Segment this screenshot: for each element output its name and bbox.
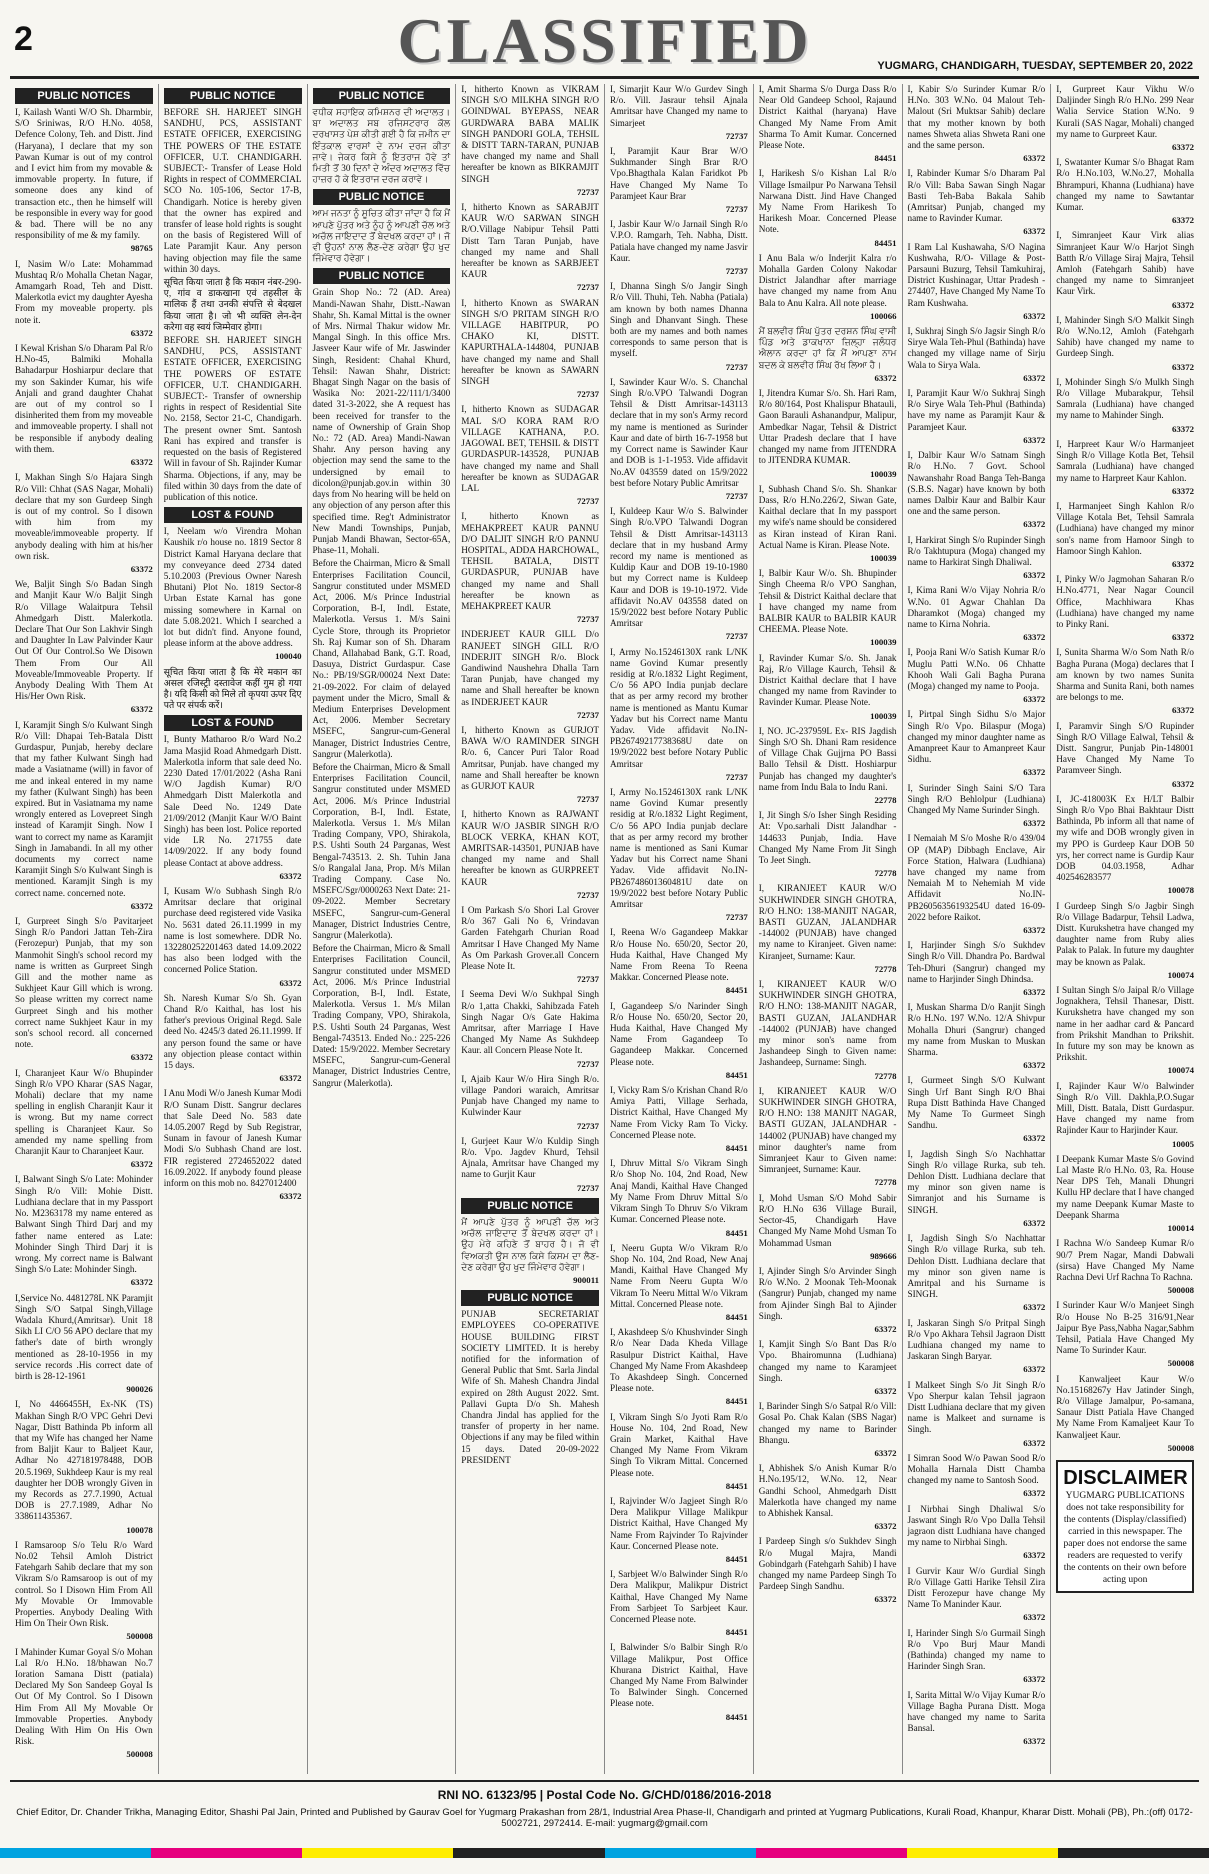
notice-code: 63372 — [130, 1277, 153, 1288]
notice-code: 63372 — [130, 704, 153, 715]
classified-notice: I, Jasbir Kaur W/o Jarnail Singh R/o V.P.O. Ramgarh, Teh. Nabha, Distt. Patiala have changed my name Jasvir Kaur. — [610, 219, 748, 263]
classified-columns — [10, 84, 1199, 1774]
classified-notice: I Simran Sood W/o Pawan Sood R/o Mohalla Harnala Distt Chamba changed my name to Santosh Sood. — [907, 1452, 1046, 1486]
classified-notice: I, Paramjit Kaur W/o Sukhraj Singh R/o Sirye Wala Teh-Phul (Bathinda) have my name as Paramjit Kaur & Paramjeet Kaur. — [907, 388, 1046, 432]
notice-code: 84451 — [725, 1711, 748, 1722]
notice-code: 84451 — [725, 1311, 748, 1322]
column-2 — [159, 84, 308, 1774]
notice-code: 72737 — [577, 186, 599, 197]
notice-code: 63372 — [279, 1073, 302, 1084]
classified-notice: I Rachna W/o Sandeep Kumar R/o 90/7 Prem Nagar, Mandi Dabwali (sirsa) Have Changed My Name Rachna Devi Urf Rachna To Rachna. — [1056, 1238, 1194, 1282]
notice-code: 100066 — [870, 310, 897, 321]
classified-notice: I Pardeep Singh s/o Sukhdev Singh R/o Mugal Majra, Mandi Gobindgarh (Fatehgarh Sahib) I have changed my name Pardeep Singh To Pardeep Singh Sandhu. — [758, 1536, 897, 1592]
notice-code: 72778 — [874, 963, 897, 974]
header-rule — [10, 76, 1199, 79]
disclaimer-title: DISCLAIMER — [1063, 1466, 1188, 1489]
classified-notice: I, Gurpreet Kaur Vikhu W/o Daljinder Singh R/o H.No. 299 Near Walia Service Station W.No. 9 Kurali (SAS Nagar, Mohali) changed my name to Gurpreet Kaur. — [1056, 84, 1194, 139]
column-1 — [10, 84, 159, 1774]
color-swatch — [453, 1848, 604, 1858]
notice-code: 63372 — [1172, 361, 1194, 372]
notice-code: 63372 — [1023, 987, 1046, 998]
classified-notice: I, Jit Singh S/o Isher Singh Residing At: Vpo.sarhali Distt Jalandhar - 144633 Punjab, India. Have Changed My Name From Jit Singh To Jeet Singh. — [758, 810, 897, 865]
notice-code: 900026 — [126, 1384, 153, 1395]
notice-code: 84451 — [725, 1143, 748, 1154]
classified-notice: I, Harkirat Singh S/o Rupinder Singh R/o Takhtupura (Moga) changed my name to Harkirat Singh Dhaliwal. — [907, 534, 1046, 567]
section-heading: PUBLIC NOTICE — [461, 1290, 599, 1306]
classified-notice: I, Simarjit Kaur W/o Gurdev Singh R/o. Vill. Jasraur tehsil Ajnala Amritsar have Changed my name to Simarjeet — [610, 84, 748, 128]
classified-notice: I, Paramvir Singh S/O Rupinder Singh R/O Village Ealwal, Tehsil & Distt. Sangrur, Punjab Pin-148001 Have Changed My Name To Paramveer Singh. — [1056, 720, 1194, 776]
classified-notice: BEFORE SH. HARJEET SINGH SANDHU, PCS, ASSISTANT ESTATE OFFICER, EXERCISING THE POWERS OF ESTATE OFFICER, U.T. CHANDIGARH. SUBJECT:- Transfer of ownership rights in respect of Residential Site No. 2158, Sector 21-C, Chandigarh. The present owner Smt. Santosh Rani has expired and transfer is requested on the basis of Registered Will in favour of Sh. Rajinder Kumar Sharma. Objections, if any, may be filed within 30 days from the date of publication of this notice. — [163, 335, 302, 502]
classified-notice: I, hitherto Known as SUDAGAR MAL S/O KORA RAM R/O VILLAGE KATHANA, P.O. JAGOWAL BET, TEHSIL & DISTT GURDASPUR-143528, PUNJAB have changed my name and Shall hereafter be known as SUDAGAR LAL — [461, 404, 599, 493]
disclaimer-box — [1056, 1460, 1194, 1593]
notice-code: 63372 — [1023, 1217, 1046, 1228]
classified-notice: I, Surinder Singh Saini S/O Tara Singh R/O Behlolpur (Ludhiana) Changed My Name Surinder Singh. — [907, 782, 1046, 815]
notice-code: 63372 — [1023, 1550, 1046, 1561]
color-swatch — [151, 1848, 302, 1858]
section-heading: PUBLIC NOTICE — [313, 88, 451, 104]
section-heading: PUBLIC NOTICE — [313, 189, 451, 205]
classified-notice: I Gurvir Kaur W/o Gurdial Singh R/o Village Gatti Harike Tehsil Zira Distt Ferozepur have change My Name To Maninder Kaur. — [907, 1565, 1046, 1610]
classified-notice: I, Harmanjeet Singh Kahlon R/o Village Kotala Bet, Tehsil Samrala (Ludhiana) have changed my minor son's name from Hamoor Singh to Hamoor Singh Kahlon. — [1056, 500, 1194, 556]
classified-notice: I, Akashdeep S/o Khushvinder Singh R/o Near Dada Kheda Village Rasulpur District Kaithal, Have Changed My Name From Akashdeep To Akashdeep Singh. Concerned Please note. — [610, 1327, 748, 1394]
classified-notice: I Sultan Singh S/o Jaipal R/o Village Jognakhera, Tehsil Thanesar, Distt. Kurukshetra have changed my son name in her aadhar card & Pancard from Prikshit Mandhan to Prikshit. In future my son may be known as Prikshit. — [1056, 985, 1194, 1063]
classified-notice: I Ram Lal Kushawaha, S/O Nagina Kushwaha, R/O- Village & Post-Parsauni Buzurg, Tehsil Tamkuhiraj, District Kushinagar, Uttar Pradesh - 274407, Have Changed My Name To Ram Kushwaha. — [907, 241, 1046, 308]
classified-notice: Before the Chairman, Micro & Small Enterprises Facilitation Council, Sangrur constituted under MSMED Act, 2006. M/s Prince Industrial Corporation, B-I, Indl. Estate, Malerkotla. Versus 1. M/s Milan Trading Company, VPO, Shirakola, P.S. Ushti South 24 Parganas, West Bengal-743513. 2. Sh. Tuhin Jana S/o Rangalal Jana, Prop. M/s Milan Trading Company. Case No. MSEFC/Sgr/0000263 Next Date: 21-09-2022. Member Secretary MSEFC, Sangrur-cum-General Manager, District Industries Centre, Sangrur (Malerkotla). — [312, 761, 451, 941]
notice-code: 63372 — [1023, 1364, 1046, 1375]
notice-code: 84451 — [874, 237, 897, 248]
notice-code: 72737 — [577, 1182, 599, 1193]
notice-code: 84451 — [874, 153, 897, 164]
notice-code: 84451 — [725, 1480, 748, 1491]
classified-notice: I, Muskan Sharma D/o Ranjit Singh R/o H.No. 197 W.No. 12/A Shivpur Mohalla Dhuri (Sangrur) changed my name from Muskan to Muskan Sharma. — [907, 1002, 1046, 1058]
notice-code: 100039 — [870, 637, 897, 648]
notice-code: 63372 — [279, 1191, 302, 1202]
notice-code: 63372 — [1023, 1612, 1046, 1623]
classified-notice: I, Rajvinder W/o Jagjeet Singh R/o Dera Malikpur Village Malikpur District Kaithal, Have Changed My Name From Rajvinder To Rajvinder Kaur. Concerned Please note. — [610, 1495, 748, 1551]
notice-code: 63372 — [1023, 310, 1046, 321]
notice-code: 84451 — [725, 1396, 748, 1407]
rni-line: RNI NO. 61323/95 | Postal Code No. G/CHD/0186/2016-2018 — [437, 1788, 772, 1802]
classified-notice: I Ramsaroop S/o Telu R/o Ward No.02 Tehsil Amloh District Fatehgarh Sahib declare that my son Vikram S/o Ramsaroop is out of my control. So I Disown Him From All My Movable Or Immovable Properties. Anybody Dealing With Him On Their Own Risk. — [15, 1539, 153, 1629]
classified-notice: I Surinder Kaur W/o Manjeet Singh R/o House No B-25 316/91,Near Jaipur Bye Pass,Nabha Nagar,Sabhm Tehsil, Patiala Have Changed My Name To Surinder Kaur. — [1056, 1300, 1194, 1356]
notice-code: 63372 — [1023, 570, 1046, 581]
notice-code: 63372 — [279, 977, 302, 988]
classified-notice: I, Barinder Singh S/o Satpal R/o Vill: Gosal Po. Chak Kalan (SBS Nagar) changed my name to Barinder Bhangu. — [758, 1401, 897, 1445]
classified-notice: I,Service No. 4481278L NK Paramjit Singh S/O Satpal Singh,Village Wadala Khurd,(Amritsar). Unit 18 Sikh LI C/O 56 APO declare that my father's date of birth wrongly mentioned as 28-10-1956 in my service records .His correct date of birth is 28-12-1961 — [15, 1292, 153, 1381]
color-swatch — [907, 1848, 1058, 1858]
classified-notice: I, Simranjeet Kaur Virk alias Simranjeet Kaur W/o Harjot Singh Batth R/o Village Siraj Majra, Tehsil Amloh (Fatehgarh Sahib) have changed my name to Simranjeet Kaur Virk. — [1056, 230, 1194, 297]
notice-code: 72737 — [725, 912, 748, 923]
classified-notice: I Deepank Kumar Maste S/o Govind Lal Maste R/o H.No. 03, Ra. House Near DPS Teh, Manali Dhungri Kullu HP declare that I have changed my name Deepank Kumar Maste to Deepank Sharma — [1056, 1153, 1194, 1220]
classified-notice: I Nemaiah M S/o Moshe R/o 439/04 OP (MAP) Dibbagh Enclave, Air Force Station, Halwara (Ludhiana) have changed my name from Nemaiah M to Nehemiah M vide Affidavit No.IN-PB26056356193254U dated 16-09-2022 before Raikot. — [907, 833, 1046, 922]
column-7 — [903, 84, 1052, 1774]
classified-notice: I, Makhan Singh S/o Hajara Singh R/o Vill: Chhat (SAS Nagar, Mohali) declare that my son Gurdeep Singh is out of my control. So I disown with him from my moveable/immoveable property. If anybody dealing with him at his/her own risk. — [15, 472, 153, 561]
notice-code: 900011 — [573, 1274, 599, 1285]
classified-notice: I, Mohd Usman S/O Mohd Sabir R/O H.No 636 Village Burail, Sector-45, Chandigarh Have Changed My Name Mohd Usman To Mohammad Usman — [758, 1192, 897, 1248]
notice-code: 100078 — [126, 1524, 153, 1535]
classified-notice: I Om Parkash S/o Shori Lal Grover R/o 367 Gali No 6, Vrindavan Garden Fatehgarh Churian Road Amritsar I Have Changed My Name As Om Parkash Grover.all Concern Please Note It. — [461, 905, 599, 972]
notice-code: 63372 — [874, 1521, 897, 1532]
notice-code: 63372 — [1023, 1488, 1046, 1499]
classified-notice: I, hitherto Known as SWARAN SINGH S/O PRITAM SINGH R/O VILLAGE HABITPUR, PO CHAKO KI, DISTT. KAPURTHALA-144804, PUNJAB have changed my name and Shall hereafter be known as SAWARN SINGH — [461, 297, 599, 387]
notice-code: 72737 — [577, 282, 599, 293]
notice-code: 500008 — [126, 1749, 153, 1760]
classified-notice: I, Balbir Kaur W/o. Sh. Bhupinder Singh Cheema R/o VPO Sanghan, Tehsil & District Kaithal declare that I have changed my name from BALBIR KAUR to BALBIR KAUR CHEEMA. Please Note. — [758, 568, 897, 635]
classified-notice: I, Gurjeet Kaur W/o Kuldip Singh R/o. Vpo. Jagdev Khurd, Tehsil Ajnala, Amritsar have Changed my name to Gurjit Kaur — [461, 1135, 599, 1180]
notice-code: 63372 — [874, 1323, 897, 1334]
classified-notice: I Malkeet Singh S/o Jit Singh R/o Vpo Sherpur kalan Tehsil jagraon Distt Ludhiana declare that my given name is Malkeet and surname is Singh. — [907, 1379, 1046, 1435]
classified-notice: I, Harikesh S/o Kishan Lal R/o Village Ismailpur Po Narwana Tehsil Narwana Distt. Jind Have Changed My Name From Harikesh To Harikesh Moar. Concerned Please Note. — [758, 168, 897, 235]
notice-code: 72778 — [874, 1070, 897, 1081]
notice-code: 63372 — [1172, 142, 1194, 153]
classified-notice: I, Karamjit Singh S/o Kulwant Singh R/o Vill: Dhapai Teh-Batala Distt Gurdaspur, Punjab, hereby declare that my father Kulwant Singh had made a Vasiatname (will) in favor of me and inkeal entered in my name my father (Kulwant Singh) has been expired. But in Vasiatnama my name wrongly entered as Lovepreet Singh instead of Karamjit Singh. Now I want to correct my name as Karamjit Singh in Jamabandi. In all my other documents my correct name Karamjit Singh S/o Kulwant Singh is mentioned. Karamjit Singh is my correct name. concerned note. — [15, 719, 153, 898]
notice-code: 63372 — [130, 900, 153, 911]
registration-color-bar — [0, 1848, 1209, 1858]
classified-notice: I, Dalbir Kaur W/o Satnam Singh R/o H.No. 7 Govt. School Nawanshahr Road Banga Teh-Banga (S.B.S. Nagar) have known by both names Dalbir Kaur and Balbir Kaur one and the same person. — [907, 450, 1046, 517]
notice-code: 84451 — [725, 1627, 748, 1638]
notice-code: 72737 — [725, 771, 748, 782]
classified-notice: I, Jagdish Singh S/o Nachhattar Singh R/o village Rurka, sub teh. Dehlon Distt. Ludhiana declare that my minor son given name is Amritpal and his Surname is SINGH. — [907, 1233, 1046, 1300]
notice-code: 63372 — [1172, 705, 1194, 716]
classified-notice: ਵਧੀਕ ਸਹਾਇਕ ਕਮਿਸ਼ਨਰ ਦੀ ਅਦਾਲਤ। ਬਾ ਅਦਾਲਤ ਸਬ ਰਜਿਸਟਰਾਰ ਕੋਲ ਦਰਖਾਸਤ ਪੇਸ਼ ਕੀਤੀ ਗਈ ਹੈ ਕਿ ਜਮੀਨ ਦਾ ਇੰਤਕਾਲ ਵਾਰਸਾਂ ਦੇ ਨਾਮ ਦਰਜ ਕੀਤਾ ਜਾਵੇ। ਜੇਕਰ ਕਿਸੇ ਨੂੰ ਇਤਰਾਜ ਹੋਵੇ ਤਾਂ ਮਿਤੀ ਤੋਂ 30 ਦਿਨਾਂ ਦੇ ਅੰਦਰ ਅਦਾਲਤ ਵਿੱਚ ਹਾਜ਼ਰ ਹੋ ਕੇ ਇਤਰਾਜ ਦਰਜ ਕਰਾਵੇ। — [312, 107, 451, 185]
notice-code: 63372 — [130, 327, 153, 338]
color-swatch — [302, 1848, 453, 1858]
classified-notice: I, Balwant Singh S/o Late: Mohinder Singh R/o Vill: Mohie Distt. Ludhiana declare that in my Passport No. M2363178 my name entered as Balwant Singh Third Darj and my father name entered as Late: Mohinder Singh Third Darj it is wrong. My correct name is Balwant Singh S/o Late: Mohinder Singh. — [15, 1174, 153, 1275]
classified-notice: I, Reena W/o Gagandeep Makkar R/o House No. 650/20, Sector 20, Huda Kaithal, Have Changed My Name From Reena To Reena Makkar. Concerned Please note. — [610, 927, 748, 983]
page-number: 2 — [14, 20, 33, 58]
notice-code: 72778 — [874, 868, 897, 879]
notice-code: 84451 — [725, 1227, 748, 1238]
classified-notice: I, Sunita Sharma W/o Som Nath R/o Bagha Purana (Moga) declares that I am known by two names Sunita Sharma and Sunita Rani, both names are belongs to me. — [1056, 647, 1194, 703]
column-4 — [456, 84, 605, 1774]
notice-code: 100074 — [1167, 969, 1194, 980]
classified-notice: I, Ajaib Kaur W/o Hira Singh R/o. village Pandori waraich, Amritsar Punjab have Changed my name to Kulwinder Kaur — [461, 1073, 599, 1118]
notice-code: 63372 — [1023, 226, 1046, 237]
classified-notice: I, Nasim W/o Late: Mohammad Mushtaq R/o Mohalla Chetan Nagar, Amamgarh Road, Teh and Distt. Malerkotla evict my daughter Ayesha From my moveable property. pls note it. — [15, 258, 153, 325]
notice-code: 63372 — [1023, 1302, 1046, 1313]
section-heading: PUBLIC NOTICES — [15, 88, 153, 104]
notice-code: 72737 — [577, 1058, 599, 1069]
notice-code: 72737 — [577, 794, 599, 805]
color-swatch — [605, 1848, 756, 1858]
classified-notice: I, Dhanna Singh S/o Jangir Singh R/o Vill. Thuhi, Teh. Nabha (Patiala) am known by both names Dhanna Singh and Dhanvant Singh. These both are my names and both names corresponds to same person that is myself. — [610, 281, 748, 359]
notice-code: 63372 — [874, 1385, 897, 1396]
notice-code: 63372 — [1023, 434, 1046, 445]
classified-notice: I Anu Bala w/o Inderjit Kalra r/o Mohalla Garden Colony Nakodar District Jalandhar after marriage have changed my name from Anu Bala to Anu Kalra. All note please. — [758, 252, 897, 308]
masthead — [0, 0, 1209, 80]
classified-notice: I, hitherto Known as RAJWANT KAUR W/O JASBIR SINGH R/O BLOCK VERKA, KHAN KOT, AMRITSAR-143501, PUNJAB have changed my name and Shall hereafter be known as GURPREET KAUR — [461, 809, 599, 887]
classified-notice: Before the Chairman, Micro & Small Enterprises Facilitation Council, Sangrur constituted under MSMED Act, 2006. M/s Prince Industrial Corporation, B-I, Indl. Estate, Malerkotla. Versus 1. M/s Saini Cycle Store, through its Proprietor Sh. Raj Kumar son of Sh. Dharam Chand, Allahabad Bank, G.T. Road, Dasuya, District Gurdaspur. Case No.: PB/19/SGR/00024 Next Date: 21-09-2022. For claim of delayed payment under the Micro, Small & Medium Enterprises Development Act, 2006. Member Secretary MSEFC, Sangrur-cum-General Manager, District Industries Centre, Sangrur (Malerkotla). — [312, 558, 451, 759]
classified-notice: I, Rabinder Kumar S/o Dharam Pal R/o Vill: Baba Sawan Singh Nagar Basti Teh-Baba Bakala Sahib (Amritsar) Punjab, changed my name to Ravinder Kumar. — [907, 168, 1046, 224]
classified-notice: BEFORE SH. HARJEET SINGH SANDHU, PCS, ASSISTANT ESTATE OFFICER, EXERCISING THE POWERS OF THE ESTATE OFFICER, U.T. CHANDIGARH. SUBJECT:- Transfer of Lease Hold Rights in respect of COMMERCIAL SCO No. 105-106, Sector 17-B, Chandigarh. Notice is hereby given that the owner has expired and transfer of lease hold rights is sought on the basis of Registered Will of Late Paramjit Kaur. Any person having objection may file the same within 30 days. — [163, 107, 302, 274]
classified-notice: सूचित किया जाता है कि मेरे मकान का असल रजिस्ट्री दस्तावेज कहीं गुम हो गया है। यदि किसी को मिले तो कृपया ऊपर दिए पते पर संपर्क करें। — [163, 666, 302, 711]
notice-code: 63372 — [130, 1159, 153, 1170]
notice-code: 100039 — [870, 710, 897, 721]
notice-code: 72778 — [874, 1177, 897, 1188]
notice-code: 500008 — [126, 1631, 153, 1642]
classified-notice: I, Jagdish Singh S/o Nachhattar Singh R/o village Rurka, sub teh. Dehlon Distt. Ludhiana declare that my minor son given name is Simranjot and his Surname is SINGH. — [907, 1148, 1046, 1215]
notice-code: 500008 — [1167, 1285, 1194, 1296]
notice-code: 72737 — [577, 889, 599, 900]
classified-notice: I, Jitendra Kumar S/o. Sh. Hari Ram, R/o 80/164, Post Khalispur Bhatauli, Gaon Barauli Ashanandpur, Malipur, Ambedkar Nagar, Tehsil & District Uttar Pradesh declare that I have changed my name from JITENDRA to JITENDRA KUMAR. — [758, 388, 897, 466]
classified-notice: I Kewal Krishan S/o Dharam Pal R/o H.No-45, Balmiki Mohalla Bahadarpur Hoshiarpur declare that my son Sakinder Kumar, his wife Anjali and grand daughter Chahat are out of my control so I disinherited them from my moveable and immoveable property. I shall not be responsible if anybody dealing with them. — [15, 343, 153, 454]
classified-notice: I, Vicky Ram S/o Krishan Chand R/o Amiya Patti, Village Serhada, District Kaithal, Have Changed My Name From Vicky Ram To Vicky. Concerned Please note. — [610, 1085, 748, 1140]
notice-code: 72737 — [577, 496, 599, 507]
classified-notice: I, Gurpreet Singh S/o Pavitarjeet Singh R/o Pandori Jattan Teh-Zira (Ferozepur) Punjab, that my son Manmohit Singh's school record my name is written as Gurpreet Singh Gill and the mother name as Sukhjeet Kaur Gill which is wrong. So please written my correct name Gurpreet Singh and his mother correct name Sukhjeet Kaur in my son's school record. all concerned note. — [15, 916, 153, 1050]
classified-notice: I, Pirtpal Singh Sidhu S/o Major Singh R/o Vpo. Bilaspur (Moga) changed my minor daughter name as Amanpreet Kaur to Amanpreet Kaur Sidhu. — [907, 709, 1046, 765]
classified-notice: I, hitherto Known as GURJOT BAWA W/O RAMINDER SINGH R/o. 6, Cancer Puri Talor Road Amritsar, Punjab. have changed my name and Shall hereafter be known as GURJOT KAUR — [461, 724, 599, 791]
section-heading: PUBLIC NOTICE — [461, 1198, 599, 1214]
page-title: CLASSIFIED — [397, 5, 812, 76]
notice-code: 500008 — [1167, 1358, 1194, 1369]
notice-code: 63372 — [1172, 778, 1194, 789]
color-swatch — [1058, 1848, 1209, 1858]
notice-code: 63372 — [1023, 632, 1046, 643]
notice-code: 100074 — [1167, 1065, 1194, 1076]
classified-notice: I, hitherto Known as MEHAKPREET KAUR PANNU D/O DALJIT SINGH R/O PANNU HOSPITAL, ADDA HARCHOWAL, TEHSIL BATALA, DISTT GURDASPUR, PUNJAB have changed my name and Shall hereafter be known as MEHAKPREET KAUR — [461, 511, 599, 611]
notice-code: 72737 — [725, 361, 748, 372]
color-swatch — [0, 1848, 151, 1858]
notice-code: 63372 — [1172, 632, 1194, 643]
notice-code: 63372 — [1172, 485, 1194, 496]
classified-notice: I, Abhishek S/o Anish Kumar R/o H.No.195/12, W.No. 12, Near Gandhi School, Ahmedgarh Distt Malerkotla have changed my name to Abhishek Kansal. — [758, 1463, 897, 1518]
classified-notice: I, Kailash Wanti W/O Sh. Dharmbir, S/O Sriniwas, R/O H.No. 4058, Defence Colony, Teh. and Distt. Jind (Haryana), I declare that my son Pawan Kumar is out of my control and I evict him from my movable & immovable property. In future, if someone does any kind of transaction etc., then he himself will be responsible in every way for good & bad. There will be no any responsibility of me & my family. — [15, 107, 153, 241]
classified-notice: I, Gurmeet Singh S/O Kulwant Singh Urf Bant Singh R/O Bhai Rupa Distt Bathinda Have Changed My Name To Gurmeet Singh Sandhu. — [907, 1075, 1046, 1131]
column-6 — [754, 84, 903, 1774]
notice-code: 63372 — [1023, 519, 1046, 530]
section-heading: LOST & FOUND — [164, 507, 302, 523]
classified-notice: I Seema Devi W/o Sukhpal Singh R/o 1,atta Chakki, Sahibzada Fateh Singh Nagar O/s Gate Hakima Amritsar, after Marriage I Have Changed My Name As Sukhdeep Kaur. all Concern Please Note It. — [461, 989, 599, 1056]
color-swatch — [756, 1848, 907, 1858]
classified-notice: I, Sarita Mittal W/o Vijay Kumar R/o Village Bagha Purana Distt. Moga have changed my name to Sarita Bansal. — [907, 1689, 1046, 1734]
notice-code: 63372 — [1023, 1736, 1046, 1747]
classified-notice: I, Harpreet Kaur W/o Harmanjeet Singh R/o Village Kotla Bet, Tehsil Samrala (Ludhiana) have changed my name to Harpreet Kaur Kahlon. — [1056, 438, 1194, 483]
dateline: YUGMARG, CHANDIGARH, TUESDAY, SEPTEMBER 20, 2022 — [877, 60, 1193, 72]
disclaimer-body: YUGMARG PUBLICATIONS does not take responsibility for the contents (Display/classified) carried in this newspaper. The paper does not endorse the same readers are requested to verify the contents on their own before acting upon — [1063, 1490, 1187, 1585]
classified-notice: We, Baljit Singh S/o Badan Singh and Manjit Kaur W/o Baljit Singh R/o Village Walaitpura Tehsil Ahmedgarh Distt. Malerkotla. Declare That Our Son Lakhvir Singh and Daughter In Law Palvinder Kaur Out Of Our Control.So We Disown Them From Our All Moveable/Immoveable Property. If Anybody Dealing With Them At His/Her Own Risk. — [15, 579, 153, 702]
classified-notice: I, No 4466455H, Ex-NK (TS) Makhan Singh R/O VPC Gehri Devi Nagar, Distt Bathinda Pb inform all that my Wife has changed her Name from Baljit Kaur to Baljeet Kaur, Adhar No 427181978488, DOB 20.5.1969, Sukhdeep Kaur is my real daughter her DOB wrongly Given in my Records as 27.7.1990, Actual DOB is 27.7.1989, Adhar No 338611435367. — [15, 1399, 153, 1522]
notice-code: 500008 — [1167, 1442, 1194, 1453]
classified-notice: I, Mahinder Singh S/O Malkit Singh R/o W.No.12, Amloh (Fatehgarh Sahib) have changed my name to Gurdeep Singh. — [1056, 314, 1194, 359]
classified-notice: I, Kusam W/o Subhash Singh R/o Amritsar declare that original purchase deed registered vide Vasika No. 5631 dated 26.11.1999 in my name is lost somewhere. DDR No. 132280252201463 dated 14.09.2022 has also been lodged with the concerned Police Station. — [163, 886, 302, 975]
classified-notice: I, Swatanter Kumar S/o Bhagat Ram R/o H.No.103, W.No.27, Mohalla Bhrampuri, Khanna (Ludhiana) have changed my name to Sawtantar Kumar. — [1056, 157, 1194, 213]
classified-notice: I, Pinky W/o Jagmohan Saharan R/o H.No.4771, Near Nagar Council Office, Machhiwara Khas (Ludhiana) have changed my name to Pinky Rani. — [1056, 574, 1194, 629]
notice-code: 63372 — [1023, 767, 1046, 778]
notice-code: 63372 — [279, 870, 302, 881]
classified-notice: I Gurdeep Singh S/o Jagbir Singh R/o Village Badarpur, Tehsil Ladwa, Distt. Kurukshetra have changed my daughter name from Ruby alies Palak to Palak. In future my daughter may be known as Palak. — [1056, 900, 1194, 967]
classified-notice: I, Ajinder Singh S/o Arvinder Singh R/o W.No. 2 Moonak Teh-Moonak (Sangrur) Punjab, changed my name from Ajinder Singh Bal to Ajinder Singh. — [758, 1265, 897, 1321]
notice-code: 63372 — [1023, 153, 1046, 164]
notice-code: 63372 — [1023, 1437, 1046, 1448]
section-heading: LOST & FOUND — [164, 715, 302, 731]
section-heading: PUBLIC NOTICE — [164, 88, 302, 104]
classified-notice: I, Pooja Rani W/o Satish Kumar R/o Muglu Patti W.No. 06 Chhatte Khooh Wali Gali Bagha Purana (Moga) changed my name to Pooja. — [907, 647, 1046, 691]
classified-notice: ਆਮ ਜਨਤਾ ਨੂੰ ਸੂਚਿਤ ਕੀਤਾ ਜਾਂਦਾ ਹੈ ਕਿ ਮੈਂ ਆਪਣੇ ਪੁੱਤਰ ਅਤੇ ਨੂੰਹ ਨੂੰ ਆਪਣੀ ਚੱਲ ਅਤੇ ਅਚੱਲ ਜਾਇਦਾਦ ਤੋਂ ਬੇਦਖਲ ਕਰਦਾ ਹਾਂ। ਜੋ ਵੀ ਉਹਨਾਂ ਨਾਲ ਲੈਣ-ਦੇਣ ਕਰੇਗਾ ਉਹ ਖੁਦ ਜਿੰਮੇਵਾਰ ਹੋਵੇਗਾ। — [312, 208, 451, 264]
notice-code: 72737 — [725, 204, 748, 215]
classified-notice: I, Army No.15246130X rank L/NK name Govind Kumar presently residig at R/o.1832 Light Regiment, C/o 56 APO India punjab declare that as per army record my brother name is mentioned as Sani Kumar Yadav but his Correct name Shani Yadav. Vide affidavit No.IN-PB26748601360481U date on 19/9/2022 best before Notary Public Amritsar — [610, 786, 748, 910]
notice-code: 63372 — [874, 1594, 897, 1605]
classified-notice: INDERJEET KAUR GILL D/o RANJEET SINGH GILL R/O INDERJIT SINGH R/o. Block Gandiwind Naushehra Dhalla Tarn Taran Punjab, have changed my name and Shall hereafter be known as INDERJEET KAUR — [461, 629, 599, 707]
notice-code: 72737 — [725, 130, 748, 141]
notice-code: 100014 — [1167, 1223, 1194, 1234]
classified-notice: I, KIRANJEET KAUR W/O SUKHWINDER SINGH GHOTRA, R/O H.NO: 138-MANJIT NAGAR, BASTI GUZAN, JALANDHAR -144002 (PUNJAB) have changed my minor son's name from Jashandeep Singh to Given name: Jashandeep, Surname: Singh. — [758, 979, 897, 1068]
classified-notice: I, JC-418003K Ex H/LT Balbir Singh R/o Vpo Bhai Bakhtaur Distt Bathinda, Pb inform all that name of my wife and DOB wrongly given in my PPO is Gurdeep Kaur DOB 50 yrs, her correct name is Gurdip Kaur DOB 04.03.1958, Adhar 402546283577 — [1056, 793, 1194, 883]
classified-notice: I, Charanjeet Kaur W/o Bhupinder Singh R/o VPO Kharar (SAS Nagar, Mohali) declare that my name spelling in english Charanjit Kaur it is wrong. But my name correct spelling is Charanjeet Kaur. So amended my name spelling from Charanjit Kaur to Charanjeet Kaur. — [15, 1067, 153, 1157]
notice-code: 63372 — [1172, 423, 1194, 434]
classified-notice: Sh. Naresh Kumar S/o Sh. Gyan Chand R/o Kaithal, has lost his father's previous Original Regd. Sale deed No. 4245/3 dated 26.11.1999. If any person found the same or have any objection please contact within 15 days. — [163, 992, 302, 1071]
notice-code: 10005 — [1172, 1138, 1194, 1149]
classified-notice: Grain Shop No.: 72 (AD. Area) Mandi-Nawan Shahr, Distt.-Nawan Shahr, Sh. Kamal Mittal is the owner of Mrs. Nirmal Thakur widow Mr. Mangal Singh. In this office Mrs. Jasveer Kaur wife of Mr. Jaswinder Singh, Resident: Chahal Khurd, Tehsil: Nawan Shahr, District: Bhagat Singh Nagar on the basis of Wasika No: 2021-22/111/1/3400 dated 31-3-2022, she A request has been received for transfer to the name of Ownership of Grain Shop No.: 72 (AD. Area) Mandi-Nawan Shahr. Any person having any objection may send the same to the undersigned by email to dicolon@punjab.gov.in within 30 days from No hearing will be held on any objection of any person after this specified time. Reg't Administrator New Mandi Townships, Punjab, Punjab Mandi Bhawan, Sector-65A, Phase-11, Mohali. — [312, 287, 451, 556]
classified-notice: I, Kabir S/o Surinder Kumar R/o H.No. 303 W.No. 04 Malout Teh-Malout (Sri Muktsar Sahib) declare that my mother known by both names Shweta alias Shweta Rani one and the same person. — [907, 84, 1046, 151]
notice-code: 63372 — [1023, 1060, 1046, 1071]
column-3 — [308, 84, 457, 1774]
classified-notice: I, Sawinder Kaur W/o. S. Chanchal Singh R/o.VPO Talwandi Dogran Tehsil & Distt Amritsar-143113 declare that in my son's Army record my name is mentioned as Surinder Kaur and date of birth 16-7-1958 but my Correct name is Sawinder Kaur and DOB is 1-1-1953. Vide affidavit No.AV 043559 dated on 15/9/2022 best before Notary Public Amritsar — [610, 376, 748, 488]
classified-notice: I, Subhash Chand S/o. Sh. Shankar Dass, R/o H.No.226/2, Siwan Gate, Kaithal declare that In my passport my wife's name should be considered as Kiran instead of Kiran Rani. Actual Name is Kiran. Please Note. — [758, 483, 897, 550]
notice-code: 63372 — [1023, 1133, 1046, 1144]
notice-code: 63372 — [130, 457, 153, 468]
notice-code: 63372 — [1023, 1674, 1046, 1685]
notice-code: 84451 — [725, 1069, 748, 1080]
classified-notice: I, Vikram Singh S/o Jyoti Ram R/o House No. 104, 2nd Road, New Grain Market, Kaithal Have Changed My Name From Vikram Singh To Vikram Mittal. Concerned Please note. — [610, 1411, 748, 1478]
classified-notice: I, Paramjit Kaur Brar W/O Sukhmander Singh Brar R/O Vpo.Bhagthala Kalan Faridkot Pb Have Changed My Name To Paramjeet Kaur Brar — [610, 146, 748, 201]
classified-notice: I Mahinder Kumar Goyal S/o Mohan Lal R/o H.No. 18/bhawan No.7 Ioration Samana Distt (patiala) Declared My Son Sandeep Goyal Is Out Of My Control. So I Disown Him From All My Movable Or Immovable Properties. Anybody Dealing With Him On His Own Risk. — [15, 1646, 153, 1747]
notice-code: 63372 — [874, 372, 897, 383]
classified-notice: I, Neeru Gupta W/o Vikram R/o Shop No. 104, 2nd Road, New Anaj Mandi, Kaithal Have Changed My Name From Neeru Gupta W/o Vikram To Neeru Mittal W/o Vikram Mittal. Concerned Please note. — [610, 1242, 748, 1309]
classified-notice: I, Sarbjeet W/o Balwinder Singh R/o Dera Malikpur, Malikpur District Kaithal, Have Changed My Name From Sarbjeet To Sarbjeet Kaur. Concerned Please note. — [610, 1569, 748, 1624]
classified-notice: I, Harjinder Singh S/o Sukhdev Singh R/o Vill. Dhandra Po. Bardwal Teh-Dhuri (Sangrur) changed my name to Harjinder Singh Dhindsa. — [907, 940, 1046, 984]
notice-code: 72737 — [725, 631, 748, 642]
classified-notice: I, Amit Sharma S/o Durga Dass R/o Near Old Gandeep School, Rajaund District Kaithal (haryana) Have Changed My Name From Amit Sharma To Amit Kumar. Concerned Please Note. — [758, 84, 897, 151]
classified-notice: I, Army No.15246130X rank L/NK name Govind Kumar presently residig at R/o.1832 Light Regiment, C/o 56 APO India punjab declare that as per army record my brother name is mentioned as Mantu Kumar Yadav but his Correct name Mantu Yadav. Vide affidavit No.IN-PB26749217738368U date on 19/9/2022 best before Notary Public Amritsar — [610, 646, 748, 769]
classified-notice: I, NO. JC-237959L Ex- RIS Jagdish Singh S/O Sh. Dhani Ram residence of Village Chak Gujjrna PO Bassi Ballo Tehsil & Distt. Hoshiarpur Punjab has changed my daughter's name from Indu Bala to Indu Rani. — [758, 725, 897, 792]
classified-notice: I, Kuldeep Kaur W/o S. Balwinder Singh R/o.VPO Talwandi Dogran Tehsil & Distt Amritsar-143113 declare that in my husband Army record my name is mentioned as Kuldip Kaur and DOB 19-10-1980 but my Correct name is Kuldeep Kaur and DOB is 19-10-1972. Vide affidavit No.AV 043558 dated on 15/9/2022 best before Notary Public Amritsar — [610, 506, 748, 629]
notice-code: 72737 — [725, 266, 748, 277]
notice-code: 84451 — [725, 1553, 748, 1564]
classified-notice: I, Dhruv Mittal S/o Vikram Singh R/o Shop No. 104, 2nd Road, New Anaj Mandi, Kaithal Have Changed My Name From Dhruv Mittal S/o Vikram Singh To Dhruv S/o Vikram Kumar. Concerned Please note. — [610, 1158, 748, 1225]
notice-code: 72737 — [577, 709, 599, 720]
notice-code: 100039 — [870, 552, 897, 563]
classified-notice: सूचित किया जाता है कि मकान नंबर-290-ए, गांव व डाकखाना एवं तहसील के मालिक हैं तथा उनकी संपत्ति से बेदखल किया जाता है। जो भी व्यक्ति लेन-देन करेगा वह स्वयं जिम्मेवार होगा। — [163, 277, 302, 332]
notice-code: 63372 — [1172, 558, 1194, 569]
classified-notice: I, Neelam w/o Virendra Mohan Kaushik r/o house no. 1819 Sector 8 District Kamal Haryana declare that my conveyance deed 2734 dated 5.10.2003 (Previous Owner Naresh Bhutani) Plot No. 1819 Sector-8 Urban Estate Karnal has gone missing somewhere in Karnal on date 5.08.2021. Which I searched a lot but didn't find. Anyone found, please inform at the above address. — [163, 526, 302, 649]
classified-notice: ਮੈਂ ਬਲਵੀਰ ਸਿੰਘ ਪੁੱਤਰ ਦਰਸ਼ਨ ਸਿੰਘ ਵਾਸੀ ਪਿੰਡ ਅਤੇ ਡਾਕਖਾਨਾ ਜ਼ਿਲ੍ਹਾ ਜਲੰਧਰ ਐਲਾਨ ਕਰਦਾ ਹਾਂ ਕਿ ਮੈਂ ਆਪਣਾ ਨਾਮ ਬਦਲ ਕੇ ਬਲਵੀਰ ਸਿੰਘ ਰੱਖ ਲਿਆ ਹੈ। — [758, 326, 897, 370]
imprint-line: Chief Editor, Dr. Chander Trikha, Managing Editor, Shashi Pal Jain, Printed and Published by Gaurav Goel for Yugmarg Prakashan from 28/1, Industrial Area Phase-II, Chandigarh and printed at Yugmarg Publications, Kurali Road, Khanpur, Kharar Distt. Mohali (PB), Ph.:(off) 0172-5002721, 2972414. E-mail: yugmarg@gmail.com — [16, 1807, 1193, 1829]
notice-code: 63372 — [1172, 299, 1194, 310]
notice-code: 63372 — [1023, 925, 1046, 936]
notice-code: 72737 — [577, 974, 599, 985]
notice-code: 72737 — [725, 490, 748, 501]
notice-code: 100039 — [870, 468, 897, 479]
notice-code: 989666 — [870, 1250, 897, 1261]
classified-notice: I, Balwinder S/o Balbir Singh R/o Village Malikpur, Post Office Khurana District Kaithal, Have Changed My Name From Balwinder To Balwinder Singh. Concerned Please note. — [610, 1642, 748, 1709]
classified-notice: I, Jaskaran Singh S/o Pritpal Singh R/o Vpo Akhara Tehsil Jagraon Distt Ludhiana changed my name to Jaskaran Singh Baryar. — [907, 1317, 1046, 1362]
notice-code: 72737 — [577, 614, 599, 625]
classified-notice: PUNJAB SECRETARIAT EMPLOYEES CO-OPERATIVE HOUSE BUILDING FIRST SOCIETY LIMITED. It is hereby notified for the information of General Public that Smt. Sarla Jindal Wife of Sh. Mahesh Chandra Jindal expired on 28th August 2022. Smt. Pallavi Gupta D/o Sh. Mahesh Chandra Jindal has applied for the transfer of property in her name. Objections if any may be filed within 15 days. Dated 20-09-2022 PRESIDENT — [461, 1309, 599, 1465]
classified-notice: I Kanwaljeet Kaur W/o No.15168267y Hav Jatinder Singh, R/o Village Jamalpur, Po-samana, Sanaur Distt Patiala Have Changed My Name From Kamaljeet Kaur To Kanwaljeet Kaur. — [1056, 1373, 1194, 1440]
classified-notice: ਮੈਂ ਆਪਣੇ ਪੁੱਤਰ ਨੂੰ ਆਪਣੀ ਚੱਲ ਅਤੇ ਅਚੱਲ ਜਾਇਦਾਦ ਤੋਂ ਬੇਦਖਲ ਕਰਦਾ ਹਾਂ। ਉਹ ਮੇਰੇ ਕਹਿਣੇ ਤੋਂ ਬਾਹਰ ਹੈ। ਜੋ ਵੀ ਵਿਅਕਤੀ ਉਸ ਨਾਲ ਕਿਸੇ ਕਿਸਮ ਦਾ ਲੈਣ-ਦੇਣ ਕਰੇਗਾ ਉਹ ਖੁਦ ਜਿੰਮੇਵਾਰ ਹੋਵੇਗਾ। — [461, 1216, 599, 1272]
notice-code: 84451 — [725, 985, 748, 996]
classified-notice: I, Harinder Singh S/o Gurmail Singh R/o Vpo Burj Maur Mandi (Bathinda) changed my name to Harinder Singh Sran. — [907, 1627, 1046, 1672]
classified-notice: I, hitherto Known as VIKRAM SINGH S/O MILKHA SINGH R/O GOINDWAL BYEPASS, NEAR GURDWARA BABA MALIK SINGH PANDORI GOLA, TEHSIL & DISTT TARN-TARAN, PUNJAB have changed my name and Shall hereafter be known as BIKRAMJIT SINGH — [461, 84, 599, 184]
classified-notice: I, Kamjit Singh S/o Bant Das R/o Vpo. Bhairomunna (Ludhiana) changed my name to Karamjeet Singh. — [758, 1339, 897, 1383]
classified-notice: I, Gagandeep S/o Narinder Singh R/o House No. 650/20, Sector 20, Huda Kaithal, Have Changed My Name From Gagandeep To Gagandeep Makkar. Concerned Please note. — [610, 1000, 748, 1067]
notice-code: 63372 — [130, 563, 153, 574]
classified-notice: Before the Chairman, Micro & Small Enterprises Facilitation Council, Sangrur constituted under MSMED Act, 2006. M/s Prince Industrial Corporation, B-I, Indl. Estate, Malerkotla. Versus 1. M/s Milan Trading Company, VPO, Shirakola, P.S. Ushti South 24 Parganas, West Bengal-743513. Ended No.: 225-226 Dated: 15/9/2022. Member Secretary MSEFC, Sangrur-cum-General Manager, District Industries Centre, Sangrur (Malerkotla). — [312, 943, 451, 1088]
notice-code: 63372 — [130, 1052, 153, 1063]
notice-code: 63372 — [874, 1447, 897, 1458]
notice-code: 63372 — [1023, 694, 1046, 705]
notice-code: 100078 — [1167, 885, 1194, 896]
notice-code: 63372 — [1023, 372, 1046, 383]
classified-notice: I, KIRANJEET KAUR W/O SUKHWINDER SINGH GHOTRA, R/O H.NO: 138 MANJIT NAGAR, BASTI GUZAN, JALANDHAR - 144002 (PUNJAB) have changed my minor daughter's name from Simranjeet Kaur to Given name: Simranjeet, Surname: Kaur. — [758, 1085, 897, 1175]
imprint-footer — [10, 1780, 1199, 1840]
notice-code: 22778 — [874, 794, 897, 805]
notice-code: 63372 — [1172, 215, 1194, 226]
classified-notice: I, hitherto Known as SARABJIT KAUR W/O SARWAN SINGH R/O.Village Nabipur Tehsil Patti Distt Tarn Taran Punjab, have changed my name and Shall hereafter be known as SARBJEET KAUR — [461, 202, 599, 280]
classified-notice: I Nirbhai Singh Dhaliwal S/o Jaswant Singh R/o Vpo Dalla Tehsil jagraon distt Ludhiana have changed my name to Nirbhai Singh. — [907, 1503, 1046, 1548]
notice-code: 72737 — [577, 1120, 599, 1131]
notice-code: 98765 — [130, 243, 153, 254]
notice-code: 72737 — [577, 389, 599, 400]
classified-notice: I, Mohinder Singh S/o Mulkh Singh R/o Village Mubarakpur, Tehsil Samrala (Ludhiana) have changed my name to Mahinder Singh. — [1056, 376, 1194, 421]
section-heading: PUBLIC NOTICE — [313, 268, 451, 284]
classified-notice: I, Ravinder Kumar S/o. Sh. Janak Raj, R/o Village Kaurch, Tehsil & District Kaithal declare that I have changed my name from Ravinder to Ravinder Kumar. Please Note. — [758, 652, 897, 708]
classified-notice: I, KIRANJEET KAUR W/O SUKHWINDER SINGH GHOTRA, R/O H.NO: 138-MANJIT NAGAR, BASTI GUZAN, JALANDHAR -144002 (PUNJAB) have changed my name to Kiranjeet. Given name: Kiranjeet, Surname: Kaur. — [758, 883, 897, 961]
column-5 — [605, 84, 754, 1774]
notice-code: 100040 — [275, 651, 302, 662]
classified-notice: I Anu Modi W/o Janesh Kumar Modi R/O Sunam Distt. Sangrur declares that Sale Deed No. 583 date 14.05.2007 Regd by Sub Registrar, Sunam in favour of Janesh Kumar Modi S/o Subhash Chand are lost. FIR registered 2724652022 dated 16.09.2022. If anybody found please inform on this mob no. 8427012400 — [163, 1088, 302, 1189]
classified-notice: I, Kima Rani W/o Vijay Nohria R/o W.No. 01 Agwar Chahlan Da Dharamkot (Moga) changed my name to Kirna Nohria. — [907, 585, 1046, 629]
classified-notice: I, Sukhraj Singh S/o Jagsir Singh R/o Sirye Wala Teh-Phul (Bathinda) have changed my village name of Sirju Wala to Sirya Wala. — [907, 326, 1046, 370]
column-8 — [1051, 84, 1199, 1774]
classified-notice: I, Rajinder Kaur W/o Balwinder Singh R/o Vill. Dakhla,P.O.Sugar Mill, Distt. Batala, Distt Gurdaspur. Have changed my name from Rajinder Kaur to Harjinder Kaur. — [1056, 1080, 1194, 1136]
classified-notice: I, Bunty Matharoo R/o Ward No.2 Jama Masjid Road Ahmedgarh Distt. Malerkotla inform that sale deed No. 2230 Dated 17/01/2022 (Asha Rani W/O Jagdish Kumar) R/O Ahmedgarh Distt Malerkotla and Sale Deed No. 1249 Date 21/09/2012 (Manjit Kaur W/O Baint Singh) has been lost. Police reported vide LR No. 271755 date 14/09/2022. If any body found please Contact at above address. — [163, 734, 302, 868]
notice-code: 63372 — [1023, 818, 1046, 829]
